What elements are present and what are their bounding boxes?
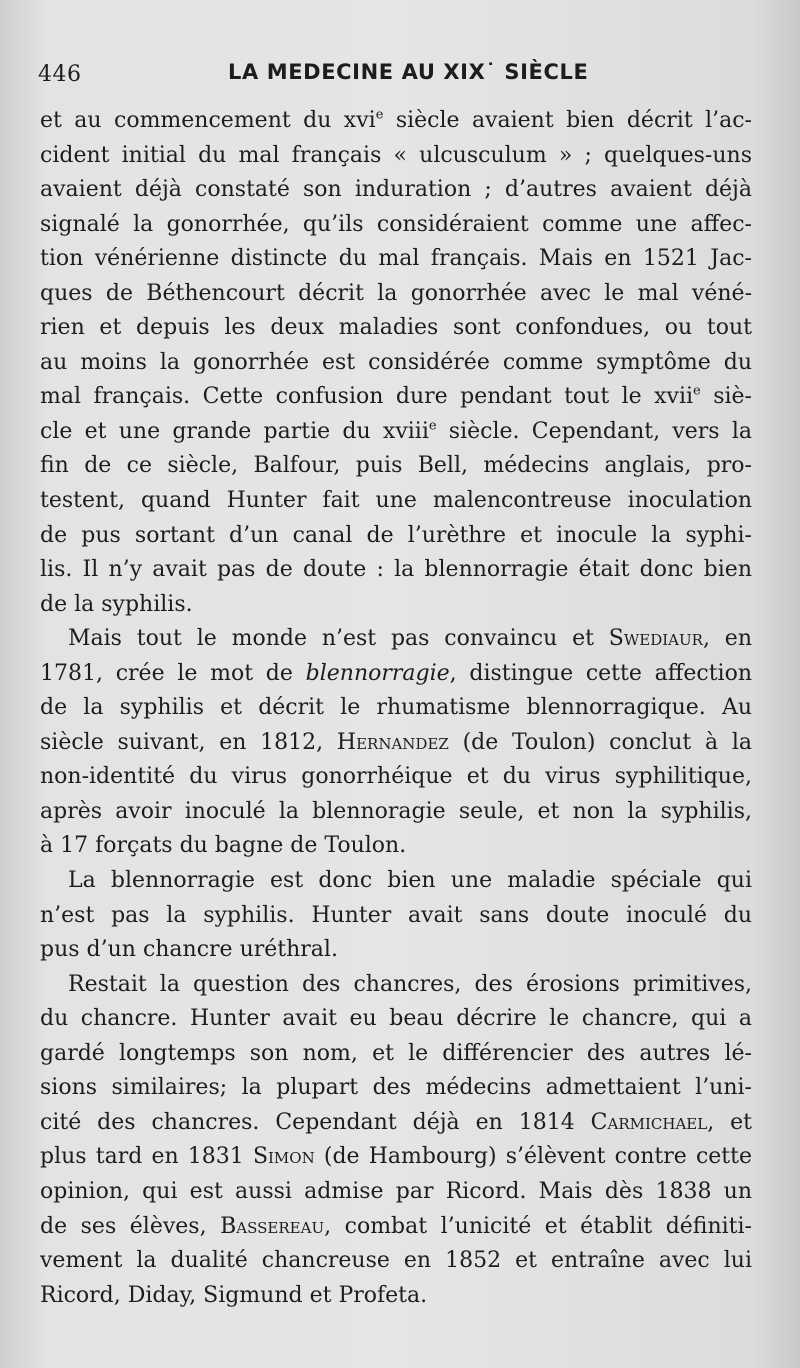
text-segment: Mais tout le monde n’est pas convaincu et	[68, 626, 609, 652]
text-segment: de la syphilis et décrit le rhumatisme blennorragique. Au	[40, 695, 752, 721]
text-segment: gardé longtemps son nom, et le différencier des autres lé-	[40, 1040, 752, 1066]
text-segment: avaient déjà constaté son induration ; d’autres avaient déjà	[40, 177, 752, 203]
text-segment: siè-	[700, 384, 752, 410]
text-segment: n’est pas la syphilis. Hunter avait sans doute inoculé du	[40, 902, 752, 928]
text-line	[40, 726, 752, 761]
superscript: e	[428, 418, 437, 434]
text-line	[40, 691, 752, 726]
text-segment: sions similaires; la plupart des médecins admettaient l’uni-	[40, 1075, 752, 1101]
text-segment: rien et depuis les deux maladies sont confondues, ou tout	[40, 315, 752, 341]
author-name: Swediaur	[608, 626, 703, 652]
text-segment: au moins la gonorrhée est considérée comme symptôme du	[40, 349, 752, 375]
text-segment: (de Toulon) conclut à la	[448, 729, 752, 755]
text-line	[40, 1175, 752, 1210]
text-segment: siècle suivant, en 1812,	[40, 729, 337, 755]
text-segment: , et	[707, 1109, 752, 1135]
text-line	[40, 1071, 752, 1106]
text-segment: testent, quand Hunter fait une malencontreuse inoculation	[40, 488, 752, 514]
text-line	[40, 622, 752, 657]
page-number: 446	[38, 62, 82, 87]
text-segment: ques de Béthencourt décrit la gonorrhée avec le mal véné-	[40, 280, 752, 306]
text-segment: opinion, qui est aussi admise par Ricord. Mais dès 1838 un	[40, 1178, 752, 1204]
text-segment: cident initial du mal français « ulcusculum » ; quelques-uns	[40, 142, 752, 168]
author-name: Carmichael	[590, 1109, 708, 1135]
text-line	[40, 1002, 752, 1037]
text-segment: Ricord, Diday, Sigmund et Profeta.	[40, 1282, 428, 1308]
text-segment: après avoir inoculé la blennoragie seule, et non la syphilis,	[40, 798, 752, 824]
page-header	[38, 58, 758, 92]
text-segment: , combat l’unicité et établit définiti-	[324, 1213, 752, 1239]
text-segment: non-identité du virus gonorrhéique et du virus syphilitique,	[40, 764, 752, 790]
text-segment: pus d’un chancre uréthral.	[40, 937, 338, 963]
author-name: Bassereau	[220, 1213, 325, 1239]
text-line	[40, 657, 752, 692]
text-line	[40, 760, 752, 795]
text-line	[40, 208, 752, 243]
text-line	[40, 242, 752, 277]
running-head: LA MEDECINE AU XIX˙ SIÈCLE	[228, 60, 589, 84]
text-segment: fin de ce siècle, Balfour, puis Bell, médecins anglais, pro-	[40, 453, 752, 479]
text-line	[40, 553, 752, 588]
text-segment: , en	[702, 626, 752, 652]
text-segment: mal français. Cette confusion dure pendant tout le xvii	[40, 384, 694, 410]
text-segment: siècle avaient bien décrit l’ac-	[383, 108, 752, 133]
body-text	[40, 104, 752, 1313]
text-segment: à 17 forçats du bagne de Toulon.	[40, 833, 407, 859]
superscript: e	[693, 384, 701, 400]
text-line	[40, 588, 752, 623]
text-segment: signalé la gonorrhée, qu’ils considéraient comme une affec-	[40, 211, 752, 237]
text-line	[40, 104, 752, 139]
text-segment: siècle. Cependant, vers la	[436, 418, 752, 444]
text-segment: cité des chancres. Cependant déjà en 1814	[40, 1109, 591, 1135]
author-name: Hernandez	[336, 729, 449, 755]
superscript: e	[375, 107, 384, 123]
text-segment: de la syphilis.	[40, 591, 193, 617]
text-segment: de ses élèves,	[40, 1213, 221, 1239]
text-line	[40, 899, 752, 934]
author-name: Simon	[252, 1144, 315, 1170]
text-line	[40, 933, 752, 968]
text-line	[40, 1279, 752, 1314]
text-segment: (de Hambourg) s’élèvent contre cette	[314, 1144, 752, 1170]
text-line	[40, 277, 752, 312]
text-line	[40, 829, 752, 864]
text-line	[40, 449, 752, 484]
text-segment: du chancre. Hunter avait eu beau décrire le chancre, qui a	[40, 1006, 752, 1032]
text-segment: tion vénérienne distincte du mal français. Mais en 1521 Jac-	[40, 246, 752, 272]
text-line	[40, 173, 752, 208]
text-segment: et au commencement du xvi	[40, 108, 376, 133]
text-line	[40, 795, 752, 830]
text-line	[40, 519, 752, 554]
text-line	[40, 380, 752, 415]
text-segment: cle et une grande partie du xviii	[40, 418, 429, 444]
text-segment: Restait la question des chancres, des érosions primitives,	[68, 971, 752, 997]
text-line	[40, 1106, 752, 1141]
text-line	[40, 1244, 752, 1279]
italic-term: blennorragie	[305, 660, 450, 686]
text-line	[40, 415, 752, 450]
text-segment: , distingue cette affection	[449, 660, 752, 686]
text-segment: lis. Il n’y avait pas de doute : la blennorragie était donc bien	[40, 557, 752, 583]
text-line	[40, 1140, 752, 1175]
text-line	[40, 864, 752, 899]
text-line	[40, 968, 752, 1003]
text-line	[40, 1210, 752, 1245]
text-segment: vement la dualité chancreuse en 1852 et entraîne avec lui	[40, 1248, 752, 1274]
text-line	[40, 1037, 752, 1072]
text-segment: 1781, crée le mot de	[40, 660, 306, 686]
text-line	[40, 311, 752, 346]
text-line	[40, 484, 752, 519]
text-segment: La blennorragie est donc bien une maladie spéciale qui	[68, 868, 752, 894]
text-segment: de pus sortant d’un canal de l’urèthre et inocule la syphi-	[40, 522, 752, 548]
text-line	[40, 139, 752, 174]
text-line	[40, 346, 752, 381]
text-segment: plus tard en 1831	[40, 1144, 253, 1170]
